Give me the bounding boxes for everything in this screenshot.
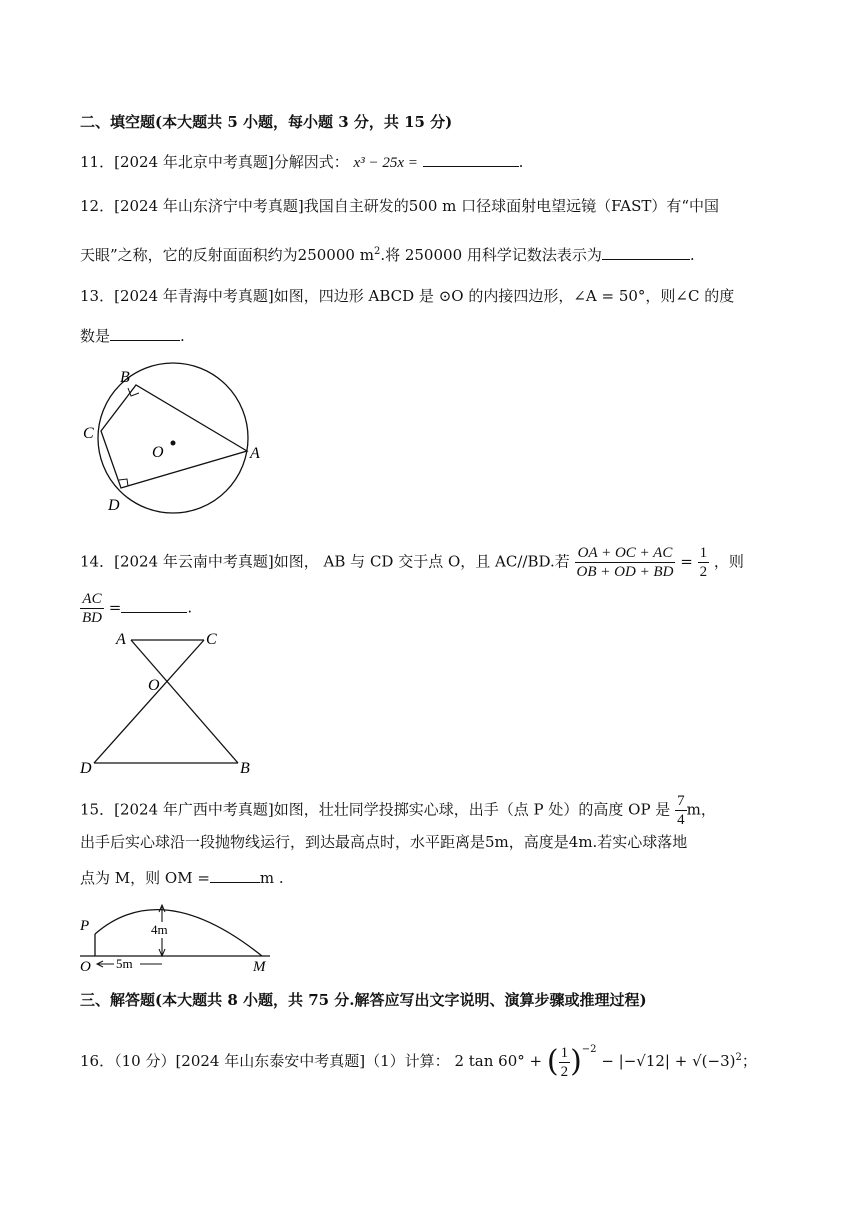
ratio-fraction: $\frac{OA + OC + AC}{OB + OD + BD}$ xyxy=(576,545,674,580)
label-b: B xyxy=(240,760,250,777)
answer-fraction: $\frac{AC}{BD}$ xyxy=(82,591,102,626)
half-fraction: $\frac{1}{2}$ xyxy=(560,1044,569,1080)
answer-blank xyxy=(110,326,180,341)
exponent: 2 xyxy=(735,1052,742,1063)
question-source: [2024 年云南中考真题] xyxy=(114,552,274,571)
half-fraction: $\frac{1}{2}$ xyxy=(699,545,708,580)
label-o: O xyxy=(152,444,164,461)
question-source: [2024 年山东济宁中考真题] xyxy=(114,197,304,215)
section-title-solve: 三、解答题(本大题共 8 小题，共 75 分.解答应写出文字说明、演算步骤或推理过程) xyxy=(80,991,647,1009)
question-12-line-1 xyxy=(80,196,719,216)
punctuation: ； xyxy=(741,1052,757,1070)
question-text: m， xyxy=(686,800,716,819)
label-c: C xyxy=(206,631,217,648)
equals-sign: = xyxy=(108,598,122,617)
question-text: m . xyxy=(259,869,284,887)
question-score: （10 分） xyxy=(114,1052,176,1070)
label-p: P xyxy=(80,918,90,934)
trajectory-curve xyxy=(95,910,262,956)
label-m: M xyxy=(253,959,266,975)
answer-blank xyxy=(423,152,519,167)
question-source: [2024 年广西中考真题] xyxy=(114,800,274,819)
segment-ab xyxy=(131,640,238,763)
label-o: O xyxy=(80,959,91,975)
question-source: [2024 年北京中考真题] xyxy=(114,153,274,171)
question-text: 如图，壮壮同学投掷实心球，出手（点 P 处）的高度 OP 是 xyxy=(273,800,671,819)
question-number: 15． xyxy=(80,800,115,819)
question-number: 13． xyxy=(80,287,115,305)
equals-sign: = xyxy=(680,552,693,571)
label-o: O xyxy=(148,677,160,694)
quadrilateral-abcd xyxy=(101,385,247,488)
question-source: [2024 年山东泰安中考真题] xyxy=(175,1052,366,1070)
question-text: 出手后实心球沿一段抛物线运行，到达最高点时，水平距离是5m，高度是4m.若实心球落地 xyxy=(80,833,688,851)
question-number: 12． xyxy=(80,197,115,215)
question-15-line-2 xyxy=(80,832,687,852)
question-text: 如图，四边形 ABCD 是 ⊙O 的内接四边形，∠A = 50°，则∠C 的度 xyxy=(273,287,735,305)
answer-blank xyxy=(602,245,690,260)
center-point-o xyxy=(171,441,176,446)
label-dist-5m: 5m xyxy=(116,956,133,971)
answer-blank xyxy=(121,598,187,613)
superscript: 2 xyxy=(373,246,381,257)
figure-inscribed-quadrilateral xyxy=(80,362,280,522)
label-c: C xyxy=(83,425,94,442)
question-text: 我国自主研发的500 m 口径球面射电望远镜（FAST）有“中国 xyxy=(303,197,720,215)
question-number: 11． xyxy=(80,153,115,171)
exponent: −2 xyxy=(581,1044,597,1055)
question-text: AB 与 CD 交于点 O，且 AC//BD.若 xyxy=(323,552,570,571)
question-15-line-3 xyxy=(80,868,284,888)
question-source: [2024 年青海中考真题] xyxy=(114,287,274,305)
segment-cd xyxy=(94,640,204,763)
question-text: 如图， xyxy=(273,552,319,571)
question-part: （1）计算： xyxy=(365,1052,450,1070)
question-text: .将 250000 用科学记数法表示为 xyxy=(380,246,602,264)
question-13-line-2: 数是 . xyxy=(80,327,185,345)
math-expression: x³ − 25x = xyxy=(353,155,418,171)
label-d: D xyxy=(80,760,92,777)
section-title-fill-in: 二、填空题(本大题共 5 小题，每小题 3 分，共 15 分) xyxy=(80,113,453,131)
question-text: ，则 xyxy=(713,552,744,571)
label-height-4m: 4m xyxy=(151,922,168,937)
height-fraction: $\frac{7}{4}$ xyxy=(677,793,685,828)
question-12-line-2: 天眼”之称，它的反射面面积约为250000 $m^2$.将 250000 用科学记数法表示为 . xyxy=(80,246,695,264)
question-13-line-1 xyxy=(80,286,734,306)
answer-blank xyxy=(210,868,260,883)
question-11: 11．[2024 年北京中考真题]分解因式： x³ − 25x = . xyxy=(80,153,524,171)
question-16: 16．（10 分）[2024 年山东泰安中考真题]（1）计算： 2 tan 60° + ( $\frac{1}{2}$ )$^{-2} - |-√12| + √(-3)^2$； xyxy=(80,1044,757,1080)
label-d: D xyxy=(108,497,120,514)
question-text: 天眼”之称，它的反射面面积约为250000 m xyxy=(80,246,374,264)
question-number: 16． xyxy=(80,1052,115,1070)
label-a: A xyxy=(116,631,126,648)
label-a: A xyxy=(250,445,260,462)
question-14-line-1 xyxy=(80,544,744,581)
question-text: 分解因式： xyxy=(273,153,349,171)
math-expression: 2 tan 60° + xyxy=(454,1052,543,1070)
question-text: 点为 M，则 OM = xyxy=(80,869,210,887)
label-b: B xyxy=(120,369,130,386)
math-expression: − |−√12| + √(−3) xyxy=(601,1052,736,1070)
question-number: 14． xyxy=(80,552,115,571)
question-15-line-1 xyxy=(80,792,716,829)
figure-shot-put-parabola xyxy=(80,894,280,976)
figure-crossing-segments xyxy=(80,628,260,776)
question-text: 数是 xyxy=(80,327,111,345)
question-14-line-2: $\frac{AC}{BD}$ = . xyxy=(82,591,193,626)
